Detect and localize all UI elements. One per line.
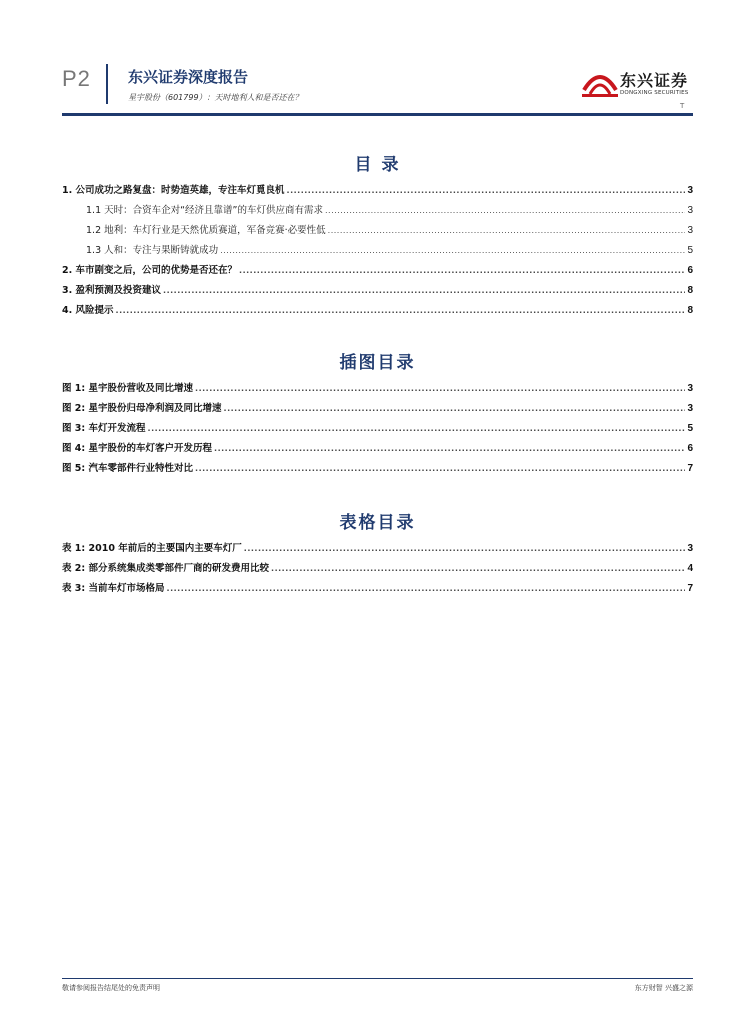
figures-list — [62, 380, 693, 480]
toc-list — [62, 182, 693, 322]
toc-item-label: 1.3 人和：专注与果断铸就成功 — [86, 245, 219, 256]
toc-item-label: 1.2 地利：车灯行业是天然优质赛道，军备竞赛·必要性低 — [86, 225, 326, 236]
toc-leader-dots — [214, 444, 685, 453]
table-item-label: 表 2: 部分系统集成类零部件厂商的研发费用比较 — [62, 563, 270, 574]
toc-item-page: 5 — [687, 245, 693, 256]
toc-item-label: 2. 车市剧变之后，公司的优势是否还在？ — [62, 265, 238, 276]
toc-leader-dots — [224, 404, 686, 413]
toc-leader-dots — [148, 424, 686, 433]
figure-item[interactable] — [62, 460, 693, 480]
toc-leader-dots — [220, 246, 685, 255]
table-item-label: 表 1: 2010 年前后的主要国内主要车灯厂 — [62, 543, 242, 554]
tables-list — [62, 540, 693, 600]
table-item[interactable] — [62, 560, 693, 580]
toc-leader-dots — [271, 564, 685, 573]
toc-item[interactable] — [62, 202, 693, 222]
table-item-page: 4 — [687, 563, 693, 574]
toc-leader-dots — [328, 226, 686, 235]
toc-leader-dots — [287, 186, 686, 195]
header-corner-mark: T — [680, 102, 685, 110]
toc-leader-dots — [163, 286, 685, 295]
logo-text: 东兴证券 — [620, 71, 689, 90]
toc-leader-dots — [239, 266, 685, 275]
page-number: P2 — [62, 66, 91, 91]
toc-item[interactable] — [62, 242, 693, 262]
table-item[interactable] — [62, 540, 693, 560]
toc-leader-dots — [116, 306, 686, 315]
figure-item-label: 图 1: 星宇股份营收及同比增速 — [62, 383, 194, 394]
header-rule — [62, 113, 693, 116]
figure-item[interactable] — [62, 400, 693, 420]
logo-english: DONGXING SECURITIES — [620, 90, 689, 96]
figure-item-label: 图 2: 星宇股份归母净利润及同比增速 — [62, 403, 222, 414]
toc-item-label: 1. 公司成功之路复盘：时势造英雄，专注车灯覓良机 — [62, 185, 285, 196]
figure-item-page: 3 — [687, 403, 693, 414]
table-item-page: 7 — [687, 583, 693, 594]
figure-item-page: 7 — [687, 463, 693, 474]
toc-item-page: 8 — [687, 285, 693, 296]
toc-leader-dots — [195, 464, 685, 473]
toc-item-page: 3 — [687, 185, 693, 196]
figure-item-label: 图 3: 车灯开发流程 — [62, 423, 146, 434]
toc-item[interactable] — [62, 262, 693, 282]
figure-item-label: 图 5: 汽车零部件行业特性对比 — [62, 463, 194, 474]
toc-leader-dots — [325, 206, 685, 215]
toc-item[interactable] — [62, 222, 693, 242]
toc-leader-dots — [167, 584, 686, 593]
report-subtitle: 星宇股份（601799）：天时地利人和是否还在？ — [128, 93, 303, 102]
figure-item-label: 图 4: 星宇股份的车灯客户开发历程 — [62, 443, 213, 454]
disclaimer-note: 敬请参阅报告结尾处的免责声明 — [62, 984, 160, 992]
toc-leader-dots — [195, 384, 685, 393]
toc-item[interactable] — [62, 182, 693, 202]
toc-item-label: 4. 风险提示 — [62, 305, 114, 316]
footer-rule — [62, 978, 693, 979]
toc-item[interactable] — [62, 282, 693, 302]
figure-item-page: 5 — [687, 423, 693, 434]
header-divider — [106, 64, 108, 104]
figure-item[interactable] — [62, 420, 693, 440]
toc-item-page: 8 — [687, 305, 693, 316]
figure-item-page: 6 — [687, 443, 693, 454]
toc-item-label: 3. 盈利预测及投资建议 — [62, 285, 162, 296]
toc-item[interactable] — [62, 302, 693, 322]
table-item[interactable] — [62, 580, 693, 600]
figure-item[interactable] — [62, 440, 693, 460]
toc-item-page: 6 — [687, 265, 693, 276]
table-item-label: 表 3: 当前车灯市场格局 — [62, 583, 165, 594]
report-type-title: 东兴证券深度报告 — [128, 68, 249, 86]
figure-item[interactable] — [62, 380, 693, 400]
footer-slogan: 东方财智 兴盛之源 — [634, 984, 693, 992]
toc-item-label: 1.1 天时：合资车企对“经济且靠谱”的车灯供应商有需求 — [86, 205, 323, 216]
toc-leader-dots — [244, 544, 686, 553]
figures-title: 插图目录 — [339, 353, 416, 373]
table-item-page: 3 — [687, 543, 693, 554]
toc-title: 目 录 — [354, 155, 401, 175]
figure-item-page: 3 — [687, 383, 693, 394]
toc-item-page: 3 — [687, 205, 693, 216]
toc-item-page: 3 — [687, 225, 693, 236]
tables-title: 表格目录 — [339, 513, 416, 533]
